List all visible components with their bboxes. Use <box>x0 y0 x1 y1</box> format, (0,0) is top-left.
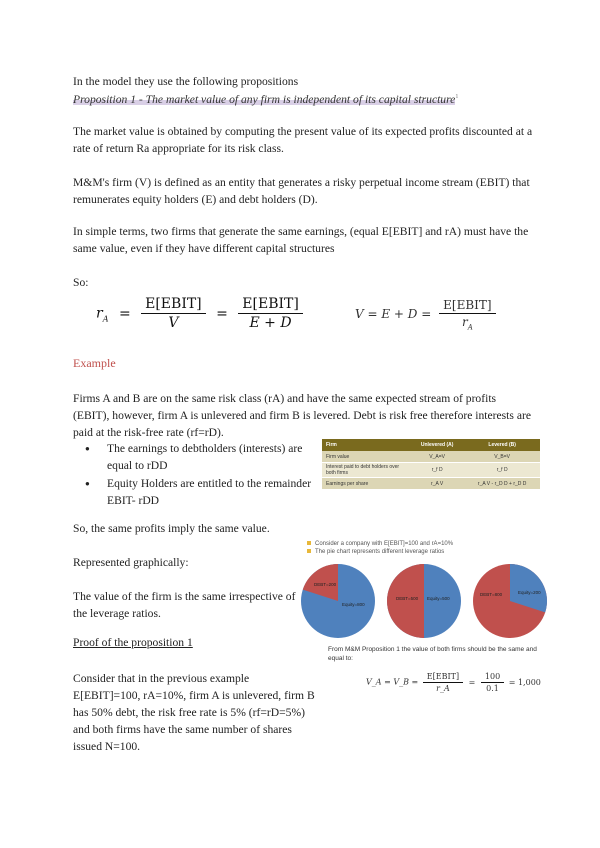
formula-v-fraction <box>439 298 495 331</box>
table-cell: V_A=V <box>410 451 464 463</box>
proof-note: From M&M Proposition 1 the value of both firms should be the same and equal to: <box>328 646 537 662</box>
comparison-table-wrap <box>322 439 540 490</box>
pie-chart-1 <box>301 564 375 638</box>
table-cell: Firm value <box>322 451 410 463</box>
legend-text: The pie chart represents different leverage ratios <box>315 549 445 555</box>
table-cell: V_B=V <box>464 451 540 463</box>
legend-swatch <box>307 549 311 553</box>
formula-ra-den2: E + D <box>249 315 292 331</box>
footnote-marker[interactable]: 1 <box>455 94 459 100</box>
formula-ra-eq2: = <box>216 305 228 322</box>
paragraph-irrespective: The value of the firm is the same irrespective of the leverage ratios. <box>73 590 296 620</box>
proposition-title: Proposition 1 - The market value of any firm is independent of its capital structure <box>73 92 456 106</box>
table-cell: r_f D <box>410 463 464 478</box>
formula-v-den <box>458 314 477 331</box>
pie-label-debt: DEBT=800 <box>480 592 503 597</box>
bullet-item <box>73 440 323 474</box>
formula-v-den-sub: A <box>467 323 473 332</box>
table-cell: r_A V <box>410 478 464 490</box>
pie-label-equity: Equity=500 <box>427 596 450 601</box>
bullet-item <box>73 475 323 509</box>
formula-ra-num2: E[EBIT] <box>238 296 303 314</box>
proof-formula-num2: 100 <box>481 672 504 683</box>
leverage-pie-charts <box>300 560 550 642</box>
intro-text: In the model they use the following propositions <box>73 75 299 88</box>
proof-heading: Proof of the proposition 1 <box>73 636 193 649</box>
paragraph-same-value: So, the same profits imply the same value. <box>73 522 270 535</box>
legend-swatch <box>307 541 311 545</box>
pie-label-equity: Equity=200 <box>518 590 541 595</box>
paragraph-simple-terms: In simple terms, two firms that generate the same earnings, (equal E[EBIT] and rA) must have the same value, even if they have different capital structures <box>73 225 529 255</box>
table-cell: Interest paid to debt holders over both firms <box>322 463 410 478</box>
formula-ra-num1: E[EBIT] <box>141 296 206 314</box>
table-header-cell: Firm <box>322 439 410 451</box>
formula-v-den-r: r <box>461 315 468 329</box>
legend-text: Consider a company with E[EBIT]=100 and rA=10% <box>315 541 454 547</box>
proof-formula-result: = 1,000 <box>508 677 541 687</box>
legend-item <box>307 549 453 555</box>
formula-ra-fraction-ed <box>238 296 303 331</box>
table-header-cell: Levered (B) <box>464 439 540 451</box>
paragraph-market-value: The market value is obtained by computing the present value of its expected profits discounted at a rate of return Ra appropriate for its risk class. <box>73 125 533 155</box>
formula-v-num: E[EBIT] <box>439 298 495 314</box>
table-cell: Earnings per share <box>322 478 410 490</box>
proof-formula-frac1 <box>423 672 463 693</box>
table-header-row <box>322 439 540 451</box>
comparison-table <box>322 439 540 490</box>
bullet-list <box>73 440 323 509</box>
formula-ra-lhs-sub: A <box>102 314 109 324</box>
pie-label-debt: DEBT=500 <box>396 596 419 601</box>
formula-ra <box>96 296 303 331</box>
proof-formula-num1: E[EBIT] <box>423 672 463 683</box>
pie-label-debt: DEBT=200 <box>314 582 337 587</box>
table-cell: r_A V - r_D D + r_D D <box>464 478 540 490</box>
paragraph-mm-firm: M&M's firm (V) is defined as an entity that generates a risky perpetual income stream (EBIT) that remunerates equity holders (E) and debt holders (D). <box>73 176 530 206</box>
formula-ra-den1: V <box>168 315 179 331</box>
legend-item <box>307 541 453 547</box>
table-row <box>322 451 540 463</box>
formula-ra-eq1: = <box>118 305 131 322</box>
example-heading: Example <box>73 356 116 370</box>
formula-ra-fraction-v <box>141 296 206 331</box>
formula-v-lhs: V = E + D = <box>355 307 432 322</box>
pie-slice-debt <box>387 564 424 638</box>
proof-formula-frac2 <box>481 672 504 693</box>
proof-formula-den2: 0.1 <box>486 684 499 693</box>
paragraph-so: So: <box>73 276 89 289</box>
pie-label-equity: Equity=800 <box>342 602 365 607</box>
paragraph-represented: Represented graphically: <box>73 556 189 569</box>
proof-formula-eq: = <box>468 677 476 687</box>
proof-formula <box>366 672 541 693</box>
bullet-text-equity: Equity Holders are entitled to the remainder EBIT- rDD <box>107 477 312 507</box>
proof-formula-den1: r_A <box>436 684 450 693</box>
paragraph-proof: Consider that in the previous example E[EBIT]=100, rA=10%, firm A is unlevered, firm B has 50% debt, the risk free rate is 5% (rf=rD=5%) and both firms have the same number of shares issued N=100. <box>73 672 315 753</box>
pie-chart-3 <box>473 564 547 638</box>
paragraph-firms-ab: Firms A and B are on the same risk class (rA) and have the same expected stream of profits (EBIT), however, firm A is unlevered and firm B is levered. Debt is risk free therefore interests are paid at the risk-free rate (rf=rD). <box>73 392 531 439</box>
table-cell: r_f D <box>464 463 540 478</box>
proposition-heading <box>73 89 533 108</box>
table-row <box>322 478 540 490</box>
proof-formula-lhs: V_A = V_B = <box>366 677 419 687</box>
table-row <box>322 463 540 478</box>
pie-chart-2 <box>387 564 461 638</box>
table-header-cell: Unlevered (A) <box>410 439 464 451</box>
graph-legend <box>307 541 453 555</box>
formula-v <box>355 298 496 331</box>
formula-ra-lhs: r <box>96 305 103 322</box>
bullet-text-debtholders: The earnings to debtholders (interests) are equal to rDD <box>107 442 303 472</box>
